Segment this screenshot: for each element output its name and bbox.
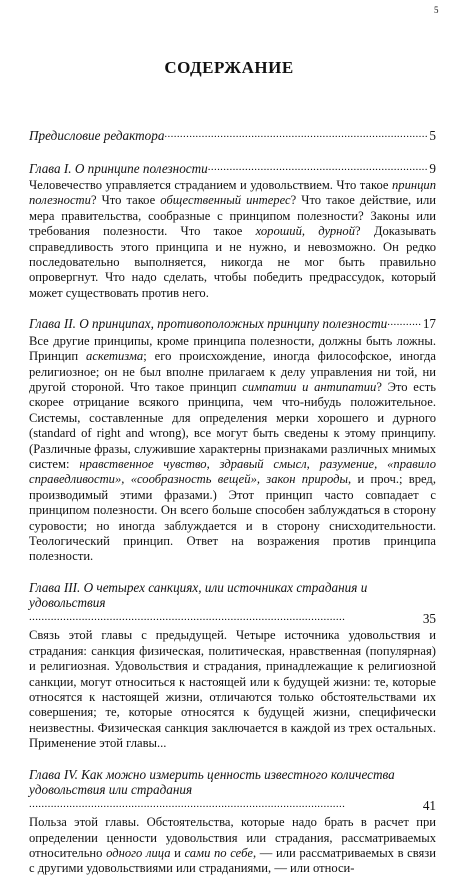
- toc-heading: Глава I. О принципе полезности: [29, 160, 208, 176]
- italic-term: общественный интерес: [160, 193, 291, 208]
- toc-page-number: 9: [429, 160, 436, 176]
- chapter-summary: [29, 815, 436, 877]
- italic-term: симпатии и антипатии: [242, 379, 377, 394]
- table-of-contents: [29, 128, 436, 877]
- toc-entry-chapter-3: [29, 580, 436, 752]
- toc-entry-chapter-1: [29, 161, 436, 302]
- toc-entry-preface: [29, 128, 436, 146]
- page-title: СОДЕРЖАНИЕ: [164, 58, 294, 77]
- dot-leader: [29, 608, 421, 626]
- summary-text: , — или рассматриваемых в связи с другими удовольствиями или страданиями, — или относи-: [29, 845, 437, 876]
- italic-term: сами по себе: [184, 845, 253, 860]
- page-corner-mark: 5: [434, 5, 439, 15]
- dot-leader: [208, 158, 428, 176]
- toc-entry-chapter-4: [29, 767, 436, 877]
- toc-heading: Глава II. О принципах, противоположных принципу полезности: [29, 316, 388, 332]
- italic-term: аскетизма: [86, 349, 144, 364]
- chapter-summary: [29, 334, 436, 565]
- summary-text: ? Доказывать справедливость этого принципа и не нужно, и невозможно. Он редко последовательно выполняется, никогда не мог быть правильно опровергнут. Что надо сделать, чтобы победить предрассудок, который может существовать против него.: [29, 224, 436, 300]
- dot-leader: [29, 795, 421, 813]
- toc-page-number: 17: [422, 316, 436, 332]
- toc-entry-chapter-2: [29, 316, 436, 565]
- summary-text: ? Что такое действие, или мера правительства, сообразные с принципом полезности? Законы или требования полезности. Что такое: [29, 193, 436, 239]
- summary-text: Связь этой главы с предыдущей. Четыре источника удовольствия и страдания: санкция физическая, политическая, нравственная (популярная) и религиозная. Удовольствия и страдания, принадлежащие к религиозной санкции, могут относиться к настоящей или к будущей жизни: те, которые относятся к настоящей жизни, отличаются только обстоятельствами их совершения; те, которые относятся к будущей жизни, специфически неизвестны. Физическая санкция заключается в каждой из трех остальных. Применение этой главы...: [29, 628, 436, 751]
- dot-leader: [164, 125, 427, 143]
- chapter-summary: [29, 178, 436, 301]
- summary-text: , и проч.; вред, производимый этими фразами.) Этот принцип часто совпадает с принципом полезности. Он всего больше способен заблуждаться в сторону суровости; но иногда заблуждается и в сторону снисходительности. Теологический принцип. Ответ на возражения против принципа полезности.: [29, 472, 436, 564]
- summary-text: ? Это есть скорее отрицание всякого принципа, чем что-нибудь положительное. Системы, составленные для определения мерки хорошего и дурного (standard of right and wrong), все могут быть сведены к этому принципу. (Различные фразы, служившие характерны признаками различных мнимых систем:: [29, 379, 436, 471]
- toc-page-number: 5: [429, 128, 436, 143]
- summary-text: Все другие принципы, кроме принципа полезности, должны быть ложны. Принцип: [29, 333, 436, 364]
- summary-text: и: [170, 845, 185, 860]
- toc-heading: Глава III. О четырех санкциях, или источниках страдания и удовольствия: [29, 579, 368, 611]
- italic-term: одного лица: [106, 845, 171, 860]
- toc-heading: Глава IV. Как можно измерить ценность известного количества удовольствия или страдания: [29, 766, 395, 798]
- toc-page-number: 35: [422, 610, 436, 626]
- summary-text: ; его происхождение, иногда философское, иногда религиозное; он не был вполне прилагаем к делу управления ни той, ни другой стороной. Что такое принцип: [29, 349, 436, 394]
- summary-text: Польза этой главы. Обстоятельства, которые надо брать в расчет при определении ценности удовольствия или страдания, рассматриваемых относительно: [29, 815, 436, 860]
- toc-page-number: 41: [422, 797, 436, 813]
- italic-term: нравственное чувство, здравый смысл, разумение, «правило справедливости», «сообразность вещей», закон природы: [29, 457, 436, 487]
- italic-term: хороший, дурной: [255, 224, 356, 239]
- dot-leader: [387, 313, 421, 331]
- italic-term: принцип полезности: [29, 178, 436, 208]
- chapter-summary: [29, 628, 436, 751]
- toc-heading: Предисловие редактора: [29, 128, 165, 143]
- summary-text: ? Что такое: [90, 193, 161, 208]
- summary-text: Человечество управляется страданием и удовольствием. Что такое: [29, 178, 392, 192]
